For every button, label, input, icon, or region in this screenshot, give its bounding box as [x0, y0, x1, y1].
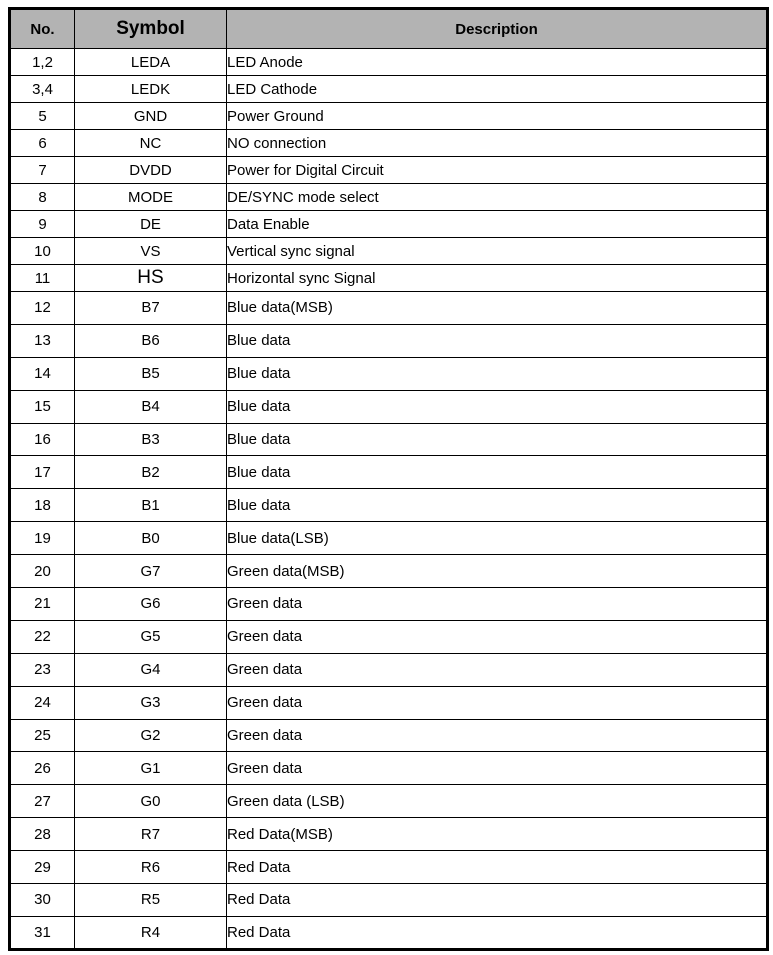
pin-symbol-cell: G7: [75, 555, 227, 588]
pin-number-cell: 8: [10, 184, 75, 211]
pin-description-cell: Blue data: [227, 390, 768, 423]
pin-description-cell: Red Data: [227, 851, 768, 884]
pin-description-cell: Green data: [227, 653, 768, 686]
pin-number-cell: 25: [10, 719, 75, 752]
pin-number-cell: 9: [10, 211, 75, 238]
table-row: [10, 719, 768, 752]
pin-number-cell: 19: [10, 522, 75, 555]
pin-description-cell: Horizontal sync Signal: [227, 265, 768, 292]
pin-symbol-cell: MODE: [75, 184, 227, 211]
pin-description-cell: Blue data(MSB): [227, 292, 768, 325]
table-row: [10, 620, 768, 653]
pin-number-cell: 27: [10, 785, 75, 818]
table-row: [10, 423, 768, 456]
pin-description-cell: Data Enable: [227, 211, 768, 238]
pin-symbol-cell: LEDA: [75, 49, 227, 76]
table-row: [10, 76, 768, 103]
table-row: [10, 390, 768, 423]
pin-symbol-cell: B0: [75, 522, 227, 555]
pin-description-cell: Red Data(MSB): [227, 818, 768, 851]
pin-number-cell: 28: [10, 818, 75, 851]
pin-symbol-cell: R4: [75, 916, 227, 949]
pin-number-cell: 29: [10, 851, 75, 884]
table-row: [10, 555, 768, 588]
pin-description-cell: Green data: [227, 588, 768, 621]
column-header-no: No.: [10, 9, 75, 49]
table-row: [10, 653, 768, 686]
table-row: [10, 456, 768, 489]
pin-number-cell: 10: [10, 238, 75, 265]
table-row: [10, 265, 768, 292]
pin-description-cell: Vertical sync signal: [227, 238, 768, 265]
table-row: [10, 357, 768, 390]
pin-number-cell: 1,2: [10, 49, 75, 76]
pin-symbol-cell: DVDD: [75, 157, 227, 184]
pin-description-cell: Blue data(LSB): [227, 522, 768, 555]
table-row: [10, 184, 768, 211]
pin-description-cell: Blue data: [227, 489, 768, 522]
pin-number-cell: 3,4: [10, 76, 75, 103]
pin-number-cell: 17: [10, 456, 75, 489]
pin-number-cell: 21: [10, 588, 75, 621]
pin-symbol-cell: R6: [75, 851, 227, 884]
pin-symbol-cell: R5: [75, 884, 227, 917]
table-row: [10, 211, 768, 238]
pin-number-cell: 26: [10, 752, 75, 785]
pin-number-cell: 20: [10, 555, 75, 588]
pin-description-cell: Blue data: [227, 423, 768, 456]
pin-symbol-cell: B3: [75, 423, 227, 456]
pin-description-cell: Green data(MSB): [227, 555, 768, 588]
pin-symbol-cell: B6: [75, 324, 227, 357]
table-row: [10, 103, 768, 130]
pin-symbol-cell: LEDK: [75, 76, 227, 103]
pin-symbol-cell: DE: [75, 211, 227, 238]
table-row: [10, 324, 768, 357]
pin-number-cell: 7: [10, 157, 75, 184]
table-row: [10, 785, 768, 818]
table-header-row: [10, 9, 768, 49]
table-header: [10, 9, 768, 49]
pin-symbol-cell: G4: [75, 653, 227, 686]
table-row: [10, 818, 768, 851]
pin-description-cell: Green data: [227, 620, 768, 653]
pin-symbol-cell: B4: [75, 390, 227, 423]
pin-symbol-cell: G0: [75, 785, 227, 818]
pin-number-cell: 30: [10, 884, 75, 917]
pin-number-cell: 6: [10, 130, 75, 157]
pin-number-cell: 23: [10, 653, 75, 686]
table-row: [10, 916, 768, 949]
pin-description-cell: Green data: [227, 719, 768, 752]
table-row: [10, 292, 768, 325]
table-row: [10, 686, 768, 719]
pin-symbol-cell: R7: [75, 818, 227, 851]
table-row: [10, 49, 768, 76]
pin-symbol-cell: G3: [75, 686, 227, 719]
pin-number-cell: 24: [10, 686, 75, 719]
pin-symbol-cell: B2: [75, 456, 227, 489]
pin-number-cell: 31: [10, 916, 75, 949]
pin-description-cell: Power for Digital Circuit: [227, 157, 768, 184]
pin-description-cell: Blue data: [227, 357, 768, 390]
table-row: [10, 157, 768, 184]
pin-symbol-cell: VS: [75, 238, 227, 265]
pin-description-cell: Red Data: [227, 884, 768, 917]
pin-symbol-cell: G5: [75, 620, 227, 653]
pin-description-cell: Green data (LSB): [227, 785, 768, 818]
pin-symbol-cell: B5: [75, 357, 227, 390]
pin-number-cell: 16: [10, 423, 75, 456]
pin-symbol-cell: G2: [75, 719, 227, 752]
pin-description-cell: Power Ground: [227, 103, 768, 130]
pin-number-cell: 5: [10, 103, 75, 130]
pin-description-cell: LED Cathode: [227, 76, 768, 103]
pin-description-cell: Blue data: [227, 456, 768, 489]
pin-symbol-cell: NC: [75, 130, 227, 157]
table-row: [10, 130, 768, 157]
pin-description-cell: Blue data: [227, 324, 768, 357]
column-header-symbol: Symbol: [75, 9, 227, 49]
pin-description-cell: DE/SYNC mode select: [227, 184, 768, 211]
pin-description-cell: LED Anode: [227, 49, 768, 76]
pin-number-cell: 11: [10, 265, 75, 292]
column-header-description: Description: [227, 9, 768, 49]
pin-symbol-cell: B7: [75, 292, 227, 325]
pin-description-cell: Red Data: [227, 916, 768, 949]
pin-description-table: [8, 7, 769, 951]
table-row: [10, 851, 768, 884]
pin-description-cell: Green data: [227, 686, 768, 719]
pin-symbol-cell: G6: [75, 588, 227, 621]
pin-description-cell: NO connection: [227, 130, 768, 157]
pin-number-cell: 14: [10, 357, 75, 390]
table-row: [10, 588, 768, 621]
table-row: [10, 238, 768, 265]
table-row: [10, 752, 768, 785]
pin-symbol-cell: HS: [75, 265, 227, 292]
pin-number-cell: 22: [10, 620, 75, 653]
table-row: [10, 489, 768, 522]
pin-symbol-cell: G1: [75, 752, 227, 785]
table-row: [10, 522, 768, 555]
table-row: [10, 884, 768, 917]
pin-symbol-cell: B1: [75, 489, 227, 522]
pin-number-cell: 12: [10, 292, 75, 325]
pin-number-cell: 13: [10, 324, 75, 357]
pin-table-body: [10, 49, 768, 950]
pin-symbol-cell: GND: [75, 103, 227, 130]
pin-number-cell: 15: [10, 390, 75, 423]
pin-description-cell: Green data: [227, 752, 768, 785]
pin-number-cell: 18: [10, 489, 75, 522]
